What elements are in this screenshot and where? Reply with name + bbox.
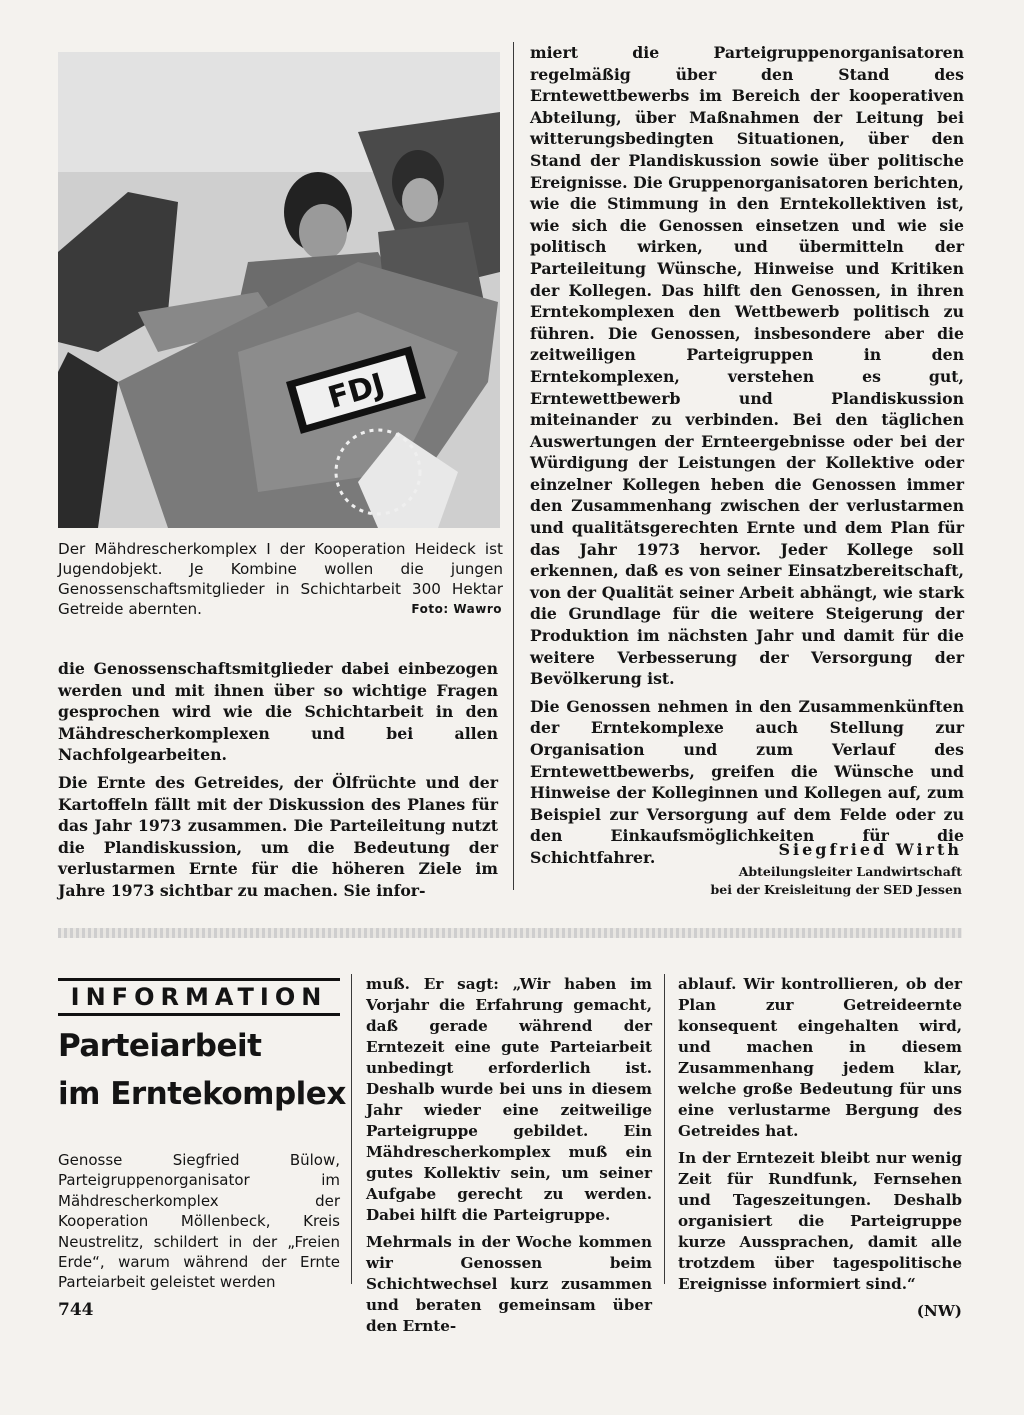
article-2-title <box>58 1022 358 1118</box>
article-2-lede: Genosse Siegfried Bülow, Parteigruppenorganisator im Mähdrescherkomplex der Kooperation Möllenbeck, Kreis Neustrelitz, schildert in der „Freien Erde“, warum während der Ernte Parteiarbeit geleistet werden <box>58 1151 340 1292</box>
press-photo <box>58 52 500 528</box>
author-name: Siegfried Wirth <box>778 840 962 859</box>
author-title <box>560 863 962 899</box>
column-divider <box>513 42 514 890</box>
title-line: im Erntekomplex <box>58 1076 346 1112</box>
article-2-right-column <box>678 974 962 1322</box>
article-1-right-column <box>530 42 964 869</box>
section-label: INFORMATION <box>58 978 340 1016</box>
author-title-line: bei der Kreisleitung der SED Jessen <box>710 882 962 897</box>
photo-illustration <box>58 52 500 528</box>
author-title-line: Abteilungsleiter Landwirtschaft <box>738 864 962 879</box>
flag-emblem-text: FDJ <box>324 366 389 417</box>
page-number: 744 <box>58 1300 94 1320</box>
paragraph: Mehrmals in der Woche kommen wir Genossen beim Schichtwechsel kurz zusammen und beraten gemeinsam über den Ernte- <box>366 1233 652 1335</box>
column-divider <box>351 974 352 1284</box>
column-divider <box>664 974 665 1284</box>
photo-credit: Foto: Wawro <box>411 602 502 616</box>
article-2-middle-column <box>366 974 652 1337</box>
paragraph: die Genossenschaftsmitglieder dabei einbezogen werden und mit ihnen über so wichtige Fragen gesprochen wird wie die Schichtarbeit in den Mähdrescherkomplexen und bei allen Nachfolgearbeiten. <box>58 659 498 765</box>
paragraph: miert die Parteigruppenorganisatoren regelmäßig über den Stand des Erntewettbewerbs im Bereich der kooperativen Abteilung, über Maßnahmen der Leitung bei witterungsbedingten Situationen, über den Stand der Plandiskussion sowie über politische Ereignisse. Die Gruppenorganisatoren berichten, wie die Stimmung in den Erntekollektiven ist, wie sich die Genossen einsetzen und wie sie politisch wirken, und übermitteln der Parteileitung Wünsche, Hinweise und Kritiken der Kollegen. Das hilft den Genossen, in ihren Erntekomplexen den Wettbewerb politisch zu führen. Die Genossen, insbesondere aber die zeitweiligen Parteigruppen in den Erntekomplexen, verstehen es gut, Erntewettbewerb und Plandiskussion miteinander zu verbinden. Bei den täglichen Auswertungen der Ernteergebnisse oder bei der Würdigung der Leistungen der Kollektive oder einzelner Kollegen heben die Genossen immer den Zusammenhang zwischen der verlustarmen und qualitätsgerechten Ernte und dem Plan für das Jahr 1973 hervor. Jeder Kollege soll erkennen, daß es von seiner Einsatzbereitschaft, von der Qualität seiner Arbeit abhängt, wie stark die Grundlage für die weitere Steigerung der Produktion im nächsten Jahr und damit für die weitere Verbesserung der Versorgung der Bevölkerung ist. <box>530 43 964 689</box>
title-line: Parteiarbeit <box>58 1028 262 1064</box>
author-tag: (NW) <box>916 1302 962 1320</box>
paragraph: muß. Er sagt: „Wir haben im Vorjahr die Erfahrung gemacht, daß gerade während der Erntezeit eine gute Parteiarbeit unbedingt erforderlich ist. Deshalb wurde bei uns in diesem Jahr wieder eine zeitweilige Parteigruppe gebildet. Ein Mähdrescherkomplex muß ein gutes Kollektiv sein, um seiner Aufgabe gerecht zu werden. Dabei hilft die Parteigruppe. <box>366 975 652 1224</box>
paragraph: In der Erntezeit bleibt nur wenig Zeit für Rundfunk, Fernsehen und Tageszeitungen. Deshalb organisiert die Parteigruppe kurze Aussprachen, damit alle trotzdem über tagespolitische Ereignisse informiert sind.“ <box>678 1149 962 1293</box>
paragraph: ablauf. Wir kontrollieren, ob der Plan zur Getreideernte konsequent eingehalten wird, und machen in diesem Zusammenhang jedem klar, welche große Bedeutung für uns eine verlustarme Bergung des Getreides hat. <box>678 975 962 1140</box>
paragraph: Die Genossen nehmen in den Zusammenkünften der Erntekomplexe auch Stellung zur Organisation und zum Verlauf des Erntewettbewerbs, greifen die Wünsche und Hinweise der Kolleginnen und Kollegen auf, zum Beispiel zur Versorgung auf dem Felde oder zu den Einkaufsmöglichkeiten für die Schichtfahrer. <box>530 696 964 867</box>
article-1-left-column <box>58 658 498 902</box>
photo-caption: Der Mähdrescherkomplex I der Kooperation Heideck ist Jugendobjekt. Je Kombine wollen die jungen Genossenschaftsmitglieder in Schichtarbeit 300 Hektar Getreide abernten. <box>58 540 503 618</box>
paragraph: Die Ernte des Getreides, der Ölfrüchte und der Kartoffeln fällt mit der Diskussion des Planes für das Jahr 1973 zusammen. Die Parteileitung nutzt die Plandiskussion, um die Bedeutung der verlustarmen Ernte für die höheren Ziele im Jahre 1973 sichtbar zu machen. Sie infor- <box>58 772 498 900</box>
section-divider <box>58 928 962 938</box>
